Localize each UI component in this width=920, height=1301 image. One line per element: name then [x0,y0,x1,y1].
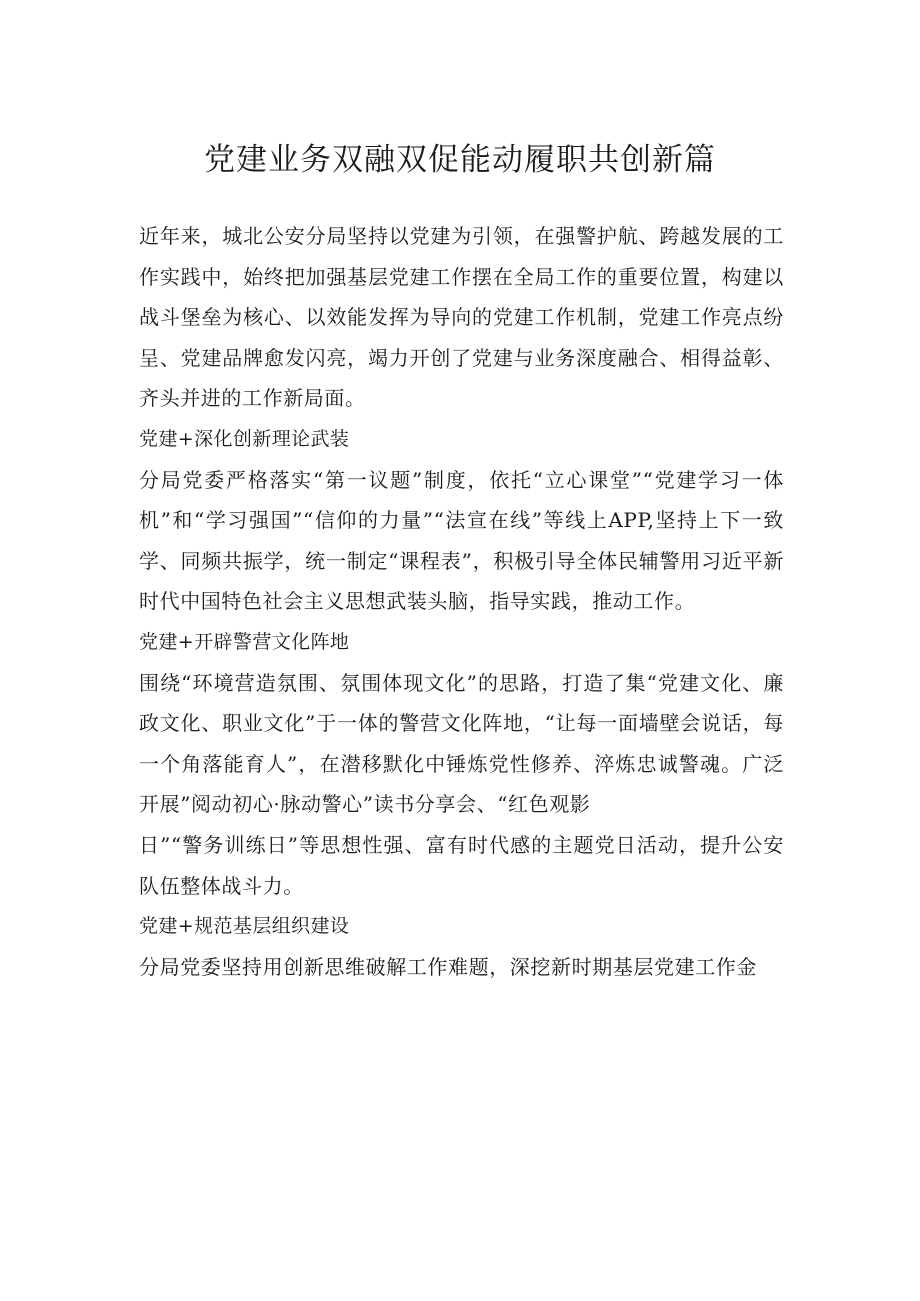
section-body-organization: 分局党委坚持用创新思维破解工作难题，深挖新时期基层党建工作金 [139,954,757,979]
section-heading-organization: 党建+规范基层组织建设 [139,915,350,938]
document-body [139,216,784,987]
section-heading-culture: 党建+开辟警营文化阵地 [139,630,350,653]
section-body-culture-part2: 日”“警务训练日”等思想性强、富有时代感的主题党日活动，提升公安队伍整体战斗力。 [139,832,784,898]
intro-paragraph: 近年来，城北公安分局坚持以党建为引领，在强警护航、跨越发展的工作实践中，始终把加强基层党建工作摆在全局工作的重要位置，构建以战斗堡垒为核心、以效能发挥为导向的党建工作机制，党建工作亮点纷呈、党建品牌愈发闪亮，竭力开创了党建与业务深度融合、相得益彰、齐头并进的工作新局面。 [139,224,784,411]
section-body-theory: 分局党委严格落实“第一议题”制度，依托“立心课堂”“党建学习一体机”和“学习强国”“信仰的力量”“法宣在线”等线上APP,坚持上下一致学、同频共振学，统一制定“课程表”，积极引导全体民辅警用习近平新时代中国特色社会主义思想武装头脑，指导实践，推动工作。 [139,467,784,614]
section-heading-theory: 党建+深化创新理论武装 [139,427,350,450]
document-title: 党建业务双融双促能动履职共创新篇 [204,142,716,178]
section-body-culture-part1: 围绕“环境营造氛围、氛围体现文化”的思路，打造了集“党建文化、廉政文化、职业文化”于一体的警营文化阵地，“让每一面墙壁会说话，每一个角落能育人”，在潜移默化中锤炼党性修养、淬炼忠诚警魂。广泛开展”阅动初心·脉动警心”读书分享会、“红色观影 [139,670,784,817]
